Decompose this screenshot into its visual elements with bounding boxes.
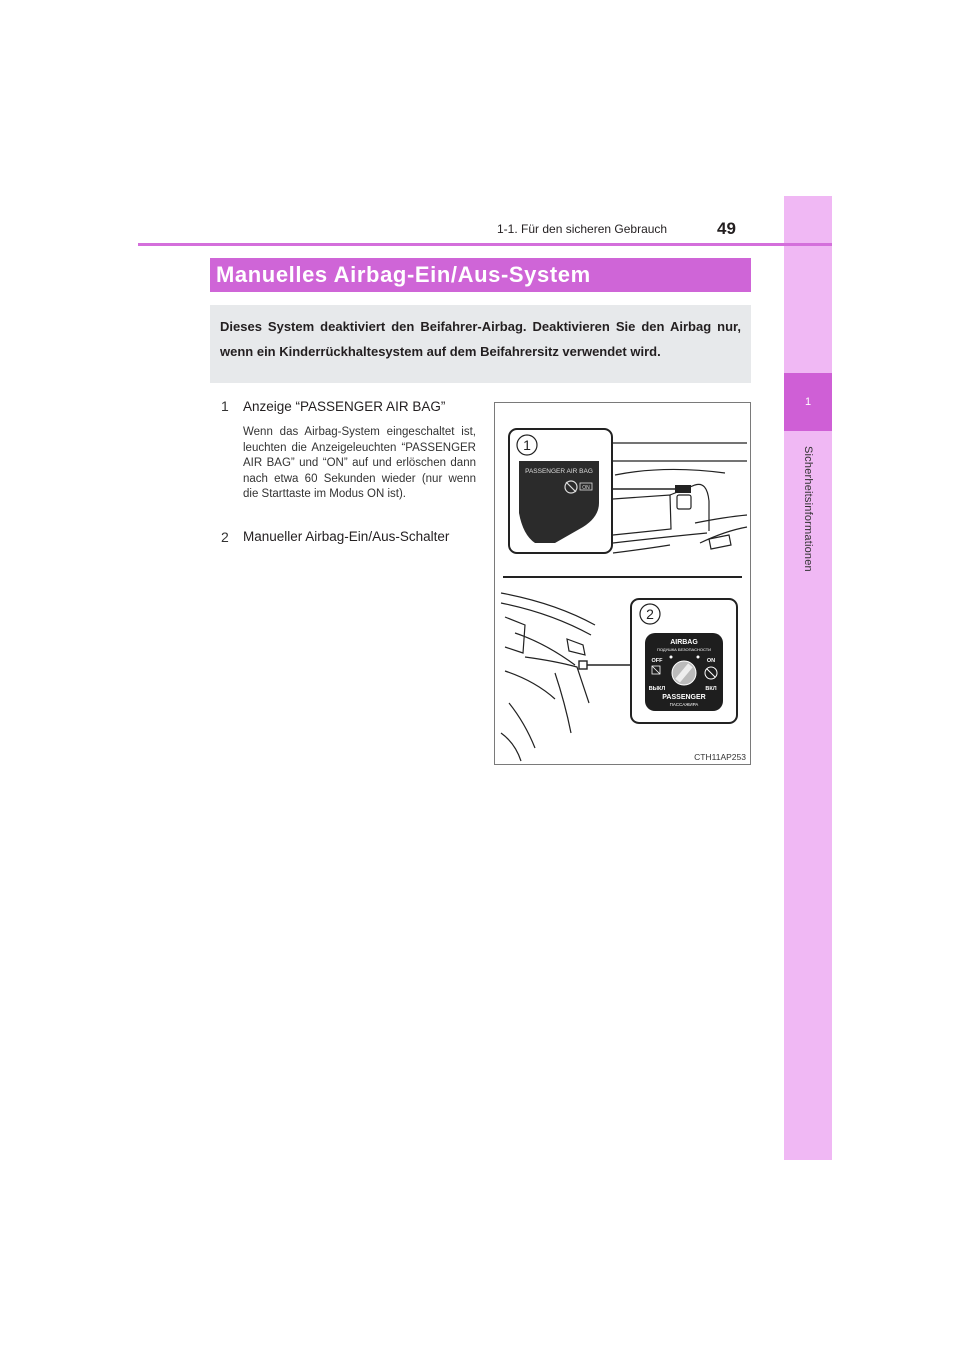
indicator-label: PASSENGER AIR BAG (525, 468, 593, 475)
switch-label-off: OFF (651, 658, 663, 664)
indicator-lamp-top (675, 485, 691, 493)
chapter-number: 1 (804, 396, 812, 408)
switch-label-airbag-ru: ПОДУШКА БЕЗОПАСНОСТИ (656, 647, 712, 652)
indicator-lamp-body (677, 495, 691, 509)
intro-box (210, 305, 751, 383)
image-code: CTH11AP253 (694, 752, 746, 762)
item-number-1: 1 (221, 398, 229, 414)
glovebox-lines (501, 593, 595, 761)
switch-location (579, 661, 587, 669)
running-header: 1-1. Für den sicheren Gebrauch (497, 222, 668, 236)
indicator-on-label: ON (582, 485, 590, 491)
item-title-2: Manueller Airbag-Ein/Aus-Schalter (243, 529, 450, 544)
switch-label-passenger: PASSENGER (662, 694, 706, 701)
switch-label-on: ON (706, 658, 716, 664)
switch-label-airbag: AIRBAG (670, 639, 698, 646)
callout-2-number: 2 (646, 606, 654, 622)
airbag-figure (494, 402, 751, 765)
item-number-2: 2 (221, 529, 229, 545)
chapter-side-tab (784, 196, 832, 1160)
section-heading-bar (210, 258, 751, 292)
airbag-illustration (495, 403, 750, 764)
switch-label-off-ru: ВЫКЛ (648, 686, 666, 692)
switch-label-passenger-ru: ПАССАЖИРА (669, 702, 699, 707)
off-dot (670, 656, 673, 659)
item-title-1: Anzeige “PASSENGER AIR BAG” (243, 399, 446, 414)
chapter-title: Sicherheitsinformationen (802, 446, 814, 572)
section-title: Manuelles Airbag-Ein/Aus-System (216, 262, 591, 287)
header-divider (138, 243, 832, 246)
intro-text: Dieses System deaktiviert den Beifahrer-Airbag. Deaktivieren Sie den Airbag nur, wenn ein Kinderrückhaltesystem auf dem Beifahrersitz verwendet wird. (220, 319, 741, 359)
page-number: 49 (717, 219, 736, 238)
callout-1-number: 1 (523, 437, 531, 453)
switch-label-on-ru: ВКЛ (705, 686, 717, 692)
item-description-1: Wenn das Airbag-System eingeschaltet ist, leuchten die Anzeigeleuchten “PASSENGER AIR BAG” und “ON” auf und erlöschen dann nach etwa 60 Sekunden wieder (nur wenn die Starttaste im Modus ON ist). (243, 426, 476, 500)
on-dot (697, 656, 700, 659)
chapter-number-box (784, 373, 832, 431)
